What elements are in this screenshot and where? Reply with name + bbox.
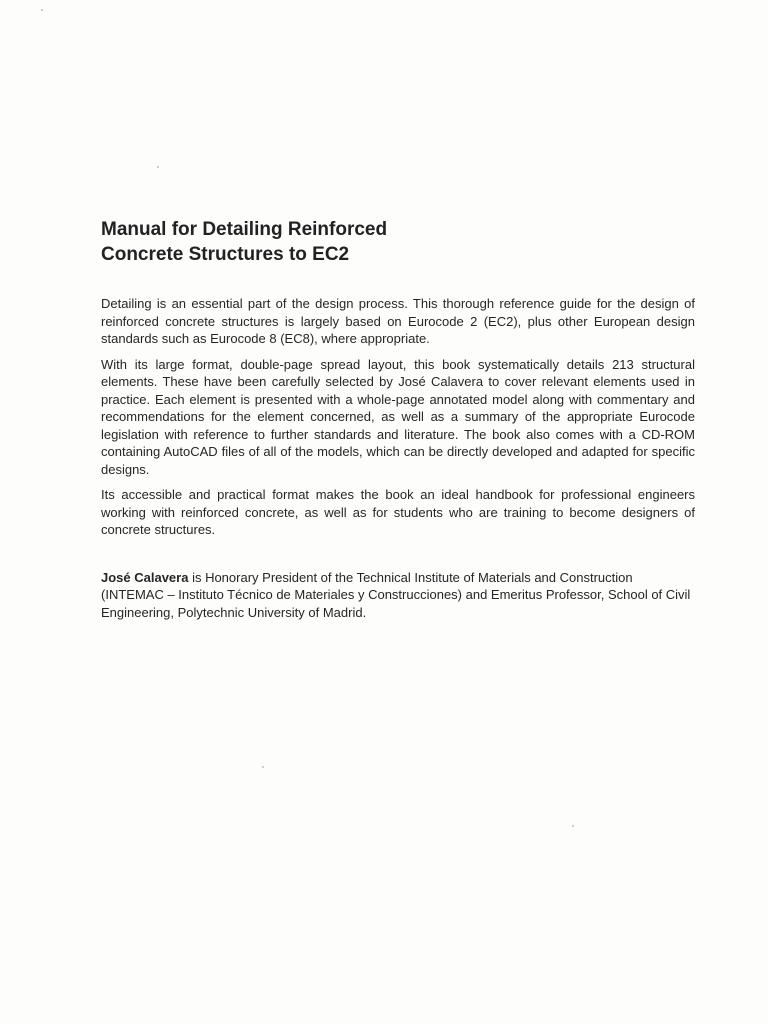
scan-speck: [262, 766, 264, 768]
scan-speck: [572, 825, 574, 827]
cover-text-block: [101, 217, 695, 629]
author-bio-text: is Honorary President of the Technical Institute of Materials and Construction (INTEMAC – Instituto Técnico de Materiales y Construcciones) and Emeritus Professor, School of Civil Engineering, Polytechnic University of Madrid.: [101, 569, 691, 620]
description-paragraph-1: Detailing is an essential part of the design process. This thorough reference guide for the design of reinforced concrete structures is largely based on Eurocode 2 (EC2), plus other European design standards such as Eurocode 8 (EC8), where appropriate.: [101, 296, 695, 346]
book-title-line-1: Manual for Detailing Reinforced: [101, 219, 388, 240]
description-paragraph-2: With its large format, double-page spread layout, this book systematically details 213 structural elements. These have been carefully selected by José Calavera to cover relevant elements used in practice. Each element is presented with a whole-page annotated model along with commentary and recommendations for the element concerned, as well as a summary of the appropriate Eurocode legislation with reference to further standards and literature. The book also comes with a CD-ROM containing AutoCAD files of all of the models, which can be directly developed and adapted for specific designs.: [101, 356, 695, 477]
scan-speck: [41, 9, 43, 11]
book-title: [101, 217, 695, 267]
book-title-line-2: Concrete Structures to EC2: [101, 244, 350, 265]
description-paragraph-3: Its accessible and practical format makes the book an ideal handbook for professional engineers working with reinforced concrete, as well as for students who are training to become designers of concrete structures.: [101, 487, 695, 537]
author-bio: [101, 569, 695, 622]
author-name: José Calavera: [101, 569, 189, 585]
scan-speck: [157, 166, 159, 168]
